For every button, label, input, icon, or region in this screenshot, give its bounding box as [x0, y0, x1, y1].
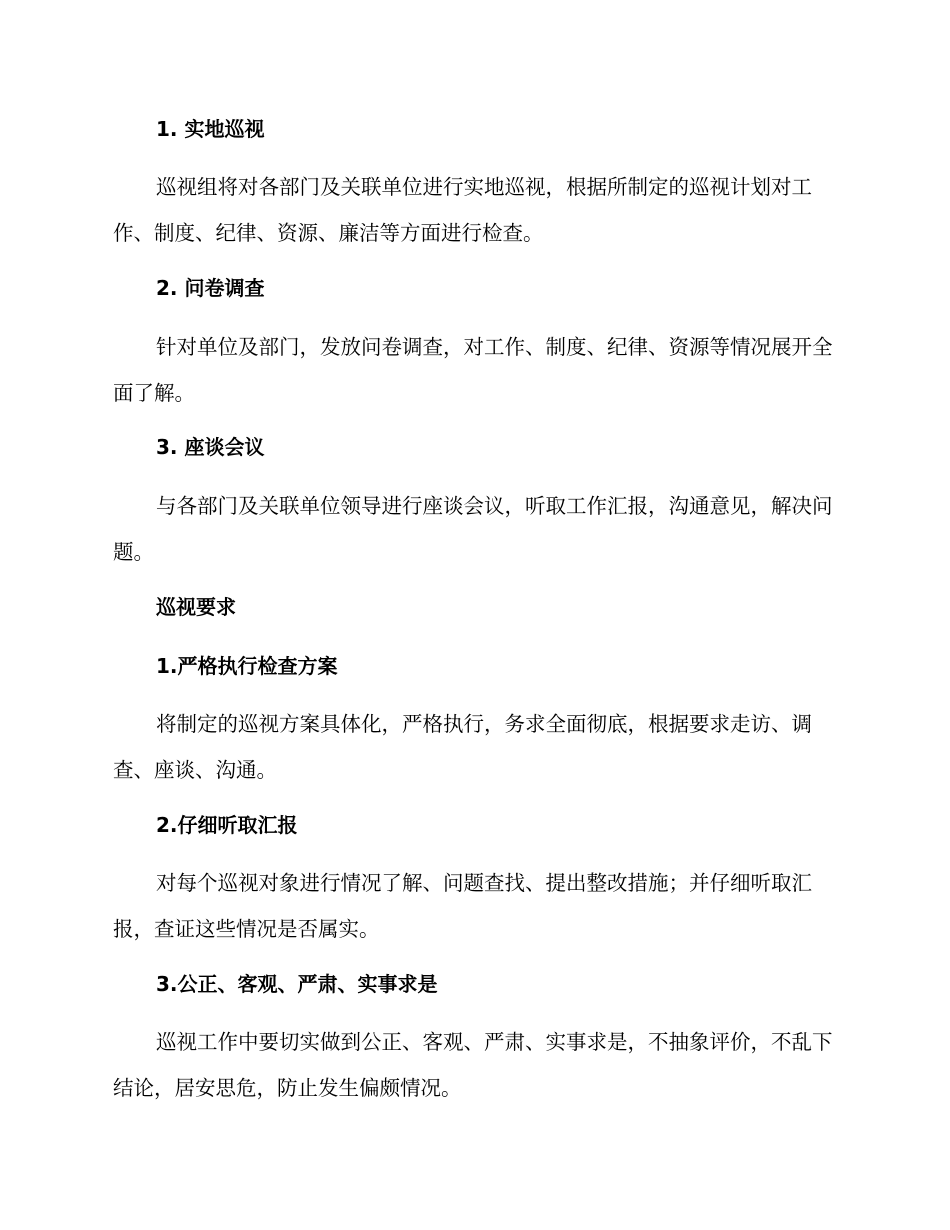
section-heading-questionnaire: 2. 问卷调查 — [156, 276, 265, 300]
requirement-body-listen-reports: 对每个巡视对象进行情况了解、问题查找、提出整改措施；并仔细听取汇报，查证这些情况是否属实。 — [113, 871, 812, 941]
section-heading-onsite-inspection: 1. 实地巡视 — [156, 117, 265, 141]
section-body-symposium: 与各部门及关联单位领导进行座谈会议，听取工作汇报，沟通意见，解决问题。 — [113, 494, 833, 564]
requirement-heading-listen-reports: 2.仔细听取汇报 — [156, 813, 298, 837]
section-body-onsite-inspection: 巡视组将对各部门及关联单位进行实地巡视，根据所制定的巡视计划对工作、制度、纪律、资源、廉洁等方面进行检查。 — [113, 175, 812, 245]
requirement-body-fairness: 巡视工作中要切实做到公正、客观、严肃、实事求是，不抽象评价，不乱下结论，居安思危，防止发生偏颇情况。 — [113, 1030, 833, 1100]
requirement-heading-fairness: 3.公正、客观、严肃、实事求是 — [156, 972, 438, 996]
section-heading-symposium: 3. 座谈会议 — [156, 435, 265, 459]
section-body-questionnaire: 针对单位及部门，发放问卷调查，对工作、制度、纪律、资源等情况展开全面了解。 — [113, 335, 833, 405]
requirements-title: 巡视要求 — [156, 595, 236, 619]
requirement-body-strict-execution: 将制定的巡视方案具体化，严格执行，务求全面彻底，根据要求走访、调查、座谈、沟通。 — [113, 712, 812, 782]
requirement-heading-strict-execution: 1.严格执行检查方案 — [156, 654, 338, 678]
